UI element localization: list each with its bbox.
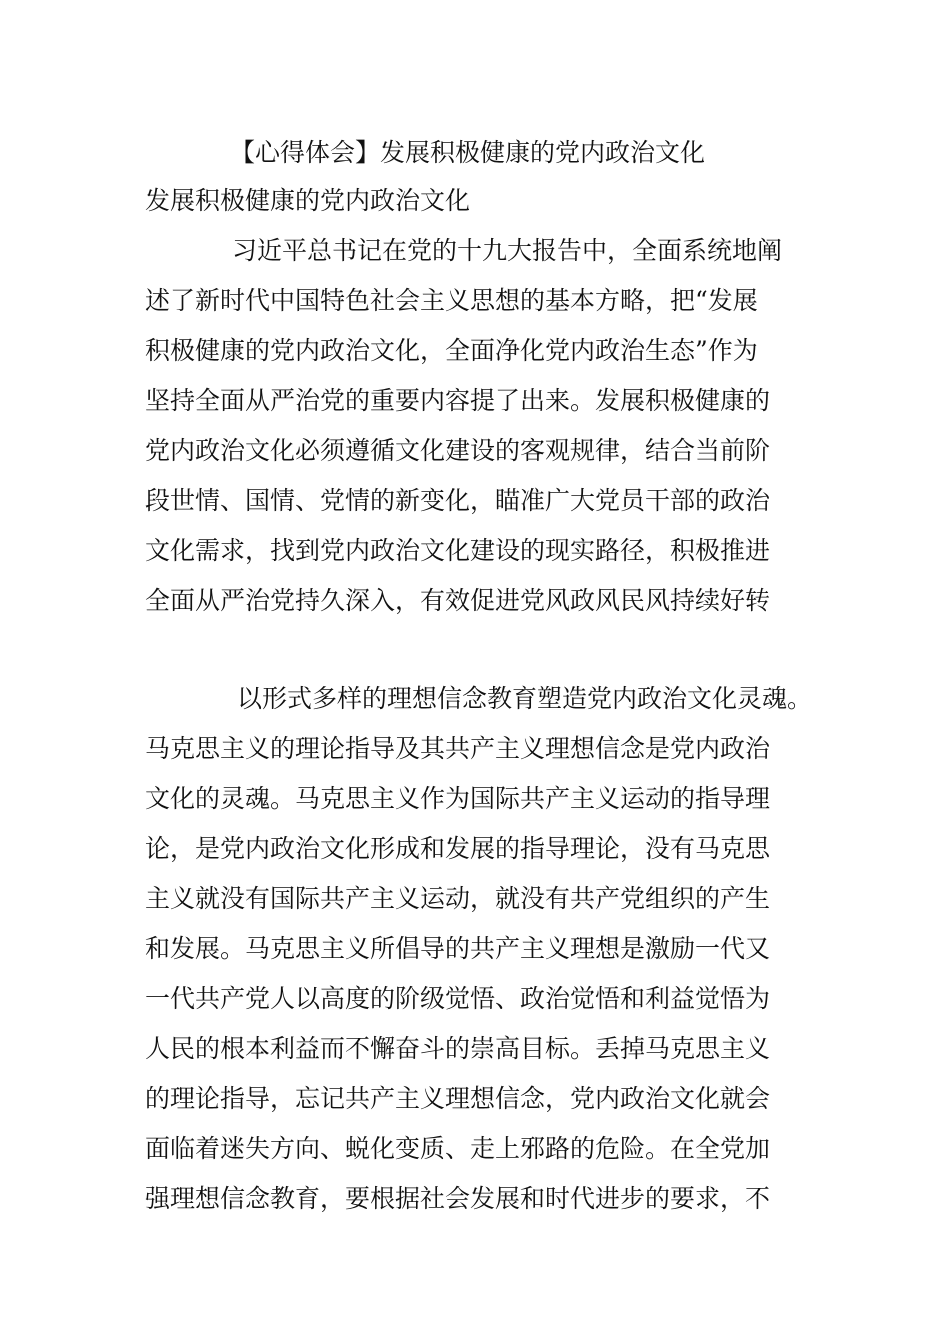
paragraph-1-line: 坚持全面从严治党的重要内容提了出来。发展积极健康的 <box>145 386 771 415</box>
paragraph-1-line: 述了新时代中国特色社会主义思想的基本方略，把“发展 <box>145 286 758 315</box>
paragraph-2-line: 人民的根本利益而不懈奋斗的崇高目标。丢掉马克思主义 <box>145 1034 771 1063</box>
paragraph-2-line: 以形式多样的理想信念教育塑造党内政治文化灵魂。 <box>237 684 813 713</box>
document-subtitle: 发展积极健康的党内政治文化 <box>145 186 471 215</box>
paragraph-2-line: 论，是党内政治文化形成和发展的指导理论，没有马克思 <box>145 834 771 863</box>
paragraph-2-line: 面临着迷失方向、蜕化变质、走上邪路的危险。在全党加 <box>145 1134 771 1163</box>
paragraph-1-line: 文化需求，找到党内政治文化建设的现实路径，积极推进 <box>145 536 771 565</box>
paragraph-1-line: 全面从严治党持久深入，有效促进党风政风民风持续好转 <box>145 586 771 615</box>
paragraph-2-line: 文化的灵魂。马克思主义作为国际共产主义运动的指导理 <box>145 784 771 813</box>
paragraph-2-line: 的理论指导，忘记共产主义理想信念，党内政治文化就会 <box>145 1084 771 1113</box>
paragraph-1-line: 段世情、国情、党情的新变化，瞄准广大党员干部的政治 <box>145 486 771 515</box>
paragraph-1-line: 积极健康的党内政治文化，全面净化党内政治生态”作为 <box>145 336 758 365</box>
paragraph-2-line: 主义就没有国际共产主义运动，就没有共产党组织的产生 <box>145 884 771 913</box>
paragraph-2-line: 和发展。马克思主义所倡导的共产主义理想是激励一代又 <box>145 934 771 963</box>
paragraph-2-line: 马克思主义的理论指导及其共产主义理想信念是党内政治 <box>145 734 771 763</box>
document-title: 【心得体会】发展积极健康的党内政治文化 <box>230 138 706 167</box>
paragraph-1-line: 党内政治文化必须遵循文化建设的客观规律，结合当前阶 <box>145 436 771 465</box>
paragraph-2-line: 一代共产党人以高度的阶级觉悟、政治觉悟和利益觉悟为 <box>145 984 771 1013</box>
paragraph-2-line: 强理想信念教育，要根据社会发展和时代进步的要求，不 <box>145 1184 771 1213</box>
paragraph-1-line: 习近平总书记在党的十九大报告中，全面系统地阐 <box>232 236 783 265</box>
